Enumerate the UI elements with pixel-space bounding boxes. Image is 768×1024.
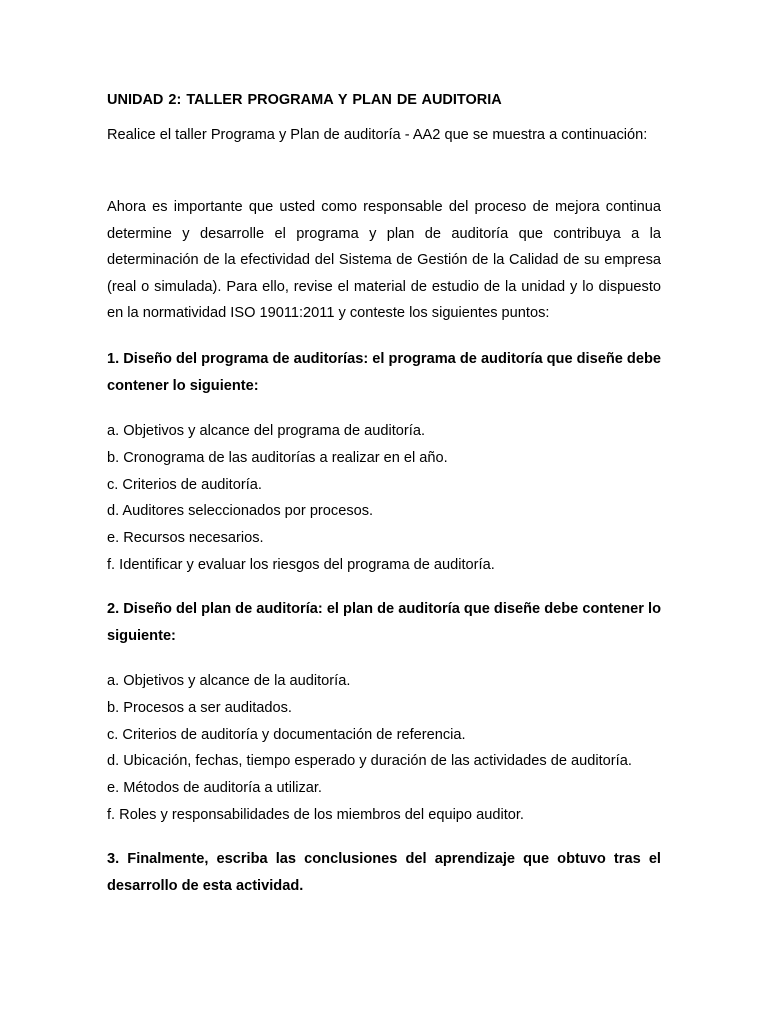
list-item: c. Criterios de auditoría y documentación de referencia. <box>107 726 466 743</box>
list-item: e. Métodos de auditoría a utilizar. <box>107 780 322 797</box>
section-1-heading: 1. Diseño del programa de auditorías: el programa de auditoría que diseñe debe contener lo siguiente: <box>107 351 661 394</box>
intro-paragraph: Realice el taller Programa y Plan de auditoría - AA2 que se muestra a continuación: <box>107 127 648 143</box>
list-item: f. Identificar y evaluar los riesgos del programa de auditoría. <box>107 556 495 573</box>
list-item: f. Roles y responsabilidades de los miembros del equipo auditor. <box>107 806 524 823</box>
list-item: a. Objetivos y alcance de la auditoría. <box>107 673 351 689</box>
section-2-heading: 2. Diseño del plan de auditoría: el plan de auditoría que diseñe debe contener lo siguiente: <box>107 601 661 644</box>
document-title: UNIDAD 2: TALLER PROGRAMA Y PLAN DE AUDITORIA <box>107 92 502 108</box>
list-item: d. Ubicación, fechas, tiempo esperado y duración de las actividades de auditoría. <box>107 753 632 770</box>
section-3-heading: 3. Finalmente, escriba las conclusiones del aprendizaje que obtuvo tras el desarrollo de esta actividad. <box>107 851 661 894</box>
list-item: b. Procesos a ser auditados. <box>107 699 292 716</box>
section-2-list <box>107 668 632 829</box>
body-paragraph: Ahora es importante que usted como responsable del proceso de mejora continua determine y desarrolle el programa y plan de auditoría que contribuya a la determinación de la efectividad del Sistema de Gestión de la Calidad de su empresa (real o simulada). Para ello, revise el material de estudio de la unidad y lo dispuesto en la normatividad ISO 19011:2011 y conteste los siguientes puntos: <box>107 199 661 322</box>
list-item: a. Objetivos y alcance del programa de auditoría. <box>107 423 425 439</box>
list-item: e. Recursos necesarios. <box>107 530 264 547</box>
list-item: d. Auditores seleccionados por procesos. <box>107 503 374 520</box>
list-item: b. Cronograma de las auditorías a realizar en el año. <box>107 449 448 466</box>
section-1-list <box>107 418 495 579</box>
list-item: c. Criterios de auditoría. <box>107 476 262 493</box>
